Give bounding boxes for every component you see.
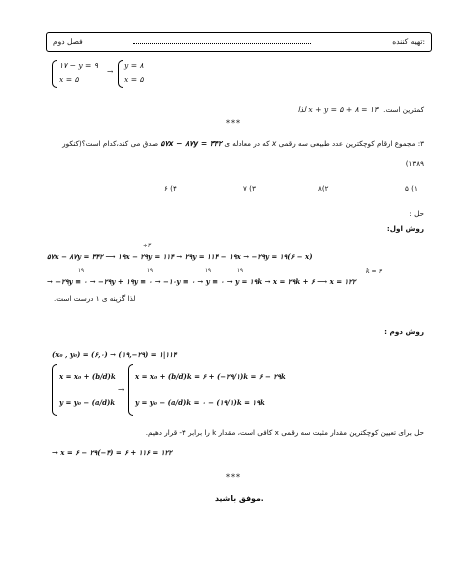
question-3: ۳: مجموع ارقام کوچکترین عدد طبیعی سه رقمی x که در معادله ی ۵۷x − ۸۷y = ۳۴۲ صدق می کند،کدام است؟(کنکور [62, 139, 424, 148]
mod-label-4: ۱۹ [237, 268, 243, 274]
method1-line2: → −۲۹y ≡ ۰ → −۲۹y + ۱۹y ≡ ۰ → −۱۰y ≡ ۰ → y ≡ ۰ → y = ۱۹k → x = ۲۹k + ۶ ⟶ x = ۱۲۲ [47, 277, 356, 286]
method2-line1: (x₀ , y₀) = (۶,۰) → (۱۹,−۲۹) = ۱|۱۱۴ [52, 350, 177, 359]
system-left-eq2: x = ۵ [59, 75, 79, 84]
method2-explanation: حل برای تعیین کوچکترین مقدار مثبت سه رقمی x کافی است، مقدار k را برابر ۴- قرار دهیم. [145, 428, 424, 437]
separator-1: *** [226, 119, 241, 128]
solution-label: حل : [409, 209, 424, 218]
method1-line1: ۵۷x − ۸۷y = ۳۴۲ ⟶ ۱۹x − ۲۹y = ۱۱۴ → ۲۹y = ۱۱۴ − ۱۹x → −۲۹y = ۱۹(۶ − x) [47, 252, 313, 261]
option-2: ۸(۲ [318, 184, 329, 193]
mod-label-3: ۱۹ [205, 268, 211, 274]
mod-label-2: ۱۹ [147, 268, 153, 274]
method2-sys-a1: x = x₀ + (b/d)k [59, 372, 116, 381]
method2-title: روش دوم : [384, 327, 424, 336]
dotted-line [133, 43, 311, 44]
system-right-eq1: y = ۸ [124, 61, 144, 70]
method2-sys-b2: y = y₀ − (a/d)k = ۰ − (۱۹/۱)k = ۱۹k [135, 398, 265, 407]
method2-brace-b [128, 364, 133, 416]
chapter-label: فصل دوم [53, 37, 83, 46]
method2-arrow: → [118, 385, 125, 394]
implies-arrow: → [107, 67, 114, 76]
right-brace [118, 60, 123, 88]
method1-title: روش اول: [386, 224, 424, 233]
method2-sys-b1: x = x₀ + (b/d)k = ۶ + (−۲۹/۱)k = ۶ − ۲۹k [135, 372, 286, 381]
separator-2: *** [226, 473, 241, 482]
system-left-eq1: ۱۷ − y = ۹ [59, 61, 98, 70]
question-3-year: (۱۳۸۹ [405, 159, 424, 168]
method1-k-note: k = ۴ [366, 268, 382, 275]
left-brace [52, 60, 57, 88]
option-3: ۷ (۳ [243, 184, 256, 193]
method2-brace-a [52, 364, 57, 416]
method2-final: → x = ۶ − ۲۹(−۴) = ۶ + ۱۱۶ = ۱۲۲ [52, 448, 173, 457]
option-4: ۶ (۴ [164, 184, 177, 193]
closing-text: موفق باشید. [215, 494, 264, 503]
option-1: ۵ (۱ [405, 184, 418, 193]
system-right-eq2: x = ۵ [124, 75, 144, 84]
preparer-label: تهیه کننده: [392, 37, 425, 46]
method1-answer: لذا گزینه ی ۱ درست است. [54, 294, 136, 303]
method2-sys-a2: y = y₀ − (a/d)k [59, 398, 116, 407]
mod-label-1: ۱۹ [78, 268, 84, 274]
method1-divide-note: ÷۳ [143, 243, 151, 249]
header-box [46, 32, 432, 52]
q2-conclusion: کمترین است. x + y = ۵ + ۸ = ۱۳ لذا [297, 105, 424, 114]
